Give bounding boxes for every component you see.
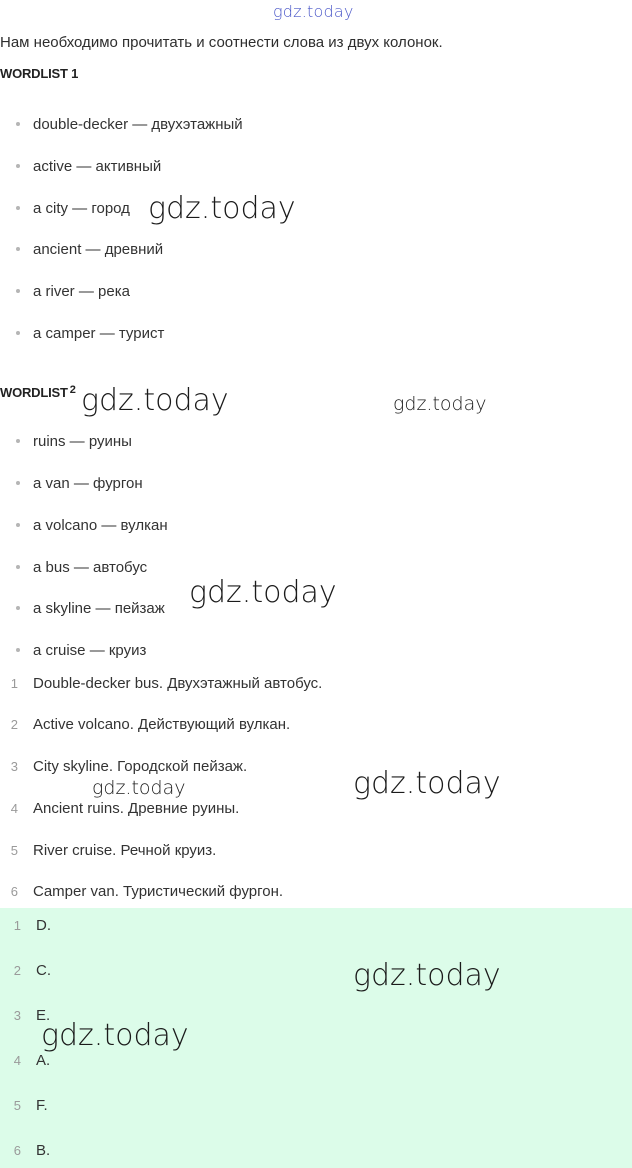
watermark: gdz.today	[92, 777, 186, 799]
list-item: a city — город	[16, 199, 130, 219]
bullet-icon	[16, 565, 20, 569]
list-item: a skyline — пейзаж	[16, 599, 165, 619]
watermark: gdz.today	[189, 575, 337, 610]
list-item: a river — река	[16, 282, 130, 302]
list-item: 2 Active volcano. Действующий вулкан.	[10, 716, 291, 733]
bullet-icon	[16, 206, 20, 210]
wordlist-1-title: WORDLIST 1	[0, 66, 79, 81]
bullet-icon	[16, 481, 20, 485]
watermark: gdz.today	[353, 766, 501, 801]
bullet-icon	[16, 289, 20, 293]
bullet-icon	[16, 331, 20, 335]
bullet-icon	[16, 606, 20, 610]
list-item: a volcano — вулкан	[16, 516, 168, 536]
intro-text: Нам необходимо прочитать и соотнести слова из двух колонок.	[0, 34, 443, 51]
bullet-icon	[16, 122, 20, 126]
list-item: 1 Double-decker bus. Двухэтажный автобус.	[10, 675, 323, 692]
watermark: gdz.today	[353, 958, 501, 993]
list-item: active — активный	[16, 157, 161, 177]
watermark: gdz.today	[393, 393, 487, 415]
list-item: 1 D.	[13, 917, 51, 934]
list-item: a bus — автобус	[16, 558, 147, 578]
watermark: gdz.today	[81, 383, 229, 418]
watermark: gdz.today	[41, 1018, 189, 1053]
list-item: 3 E.	[13, 1007, 51, 1024]
bullet-icon	[16, 523, 20, 527]
list-item: ancient — древний	[16, 240, 163, 260]
list-item: 5 F.	[13, 1097, 48, 1114]
watermark: gdz.today	[148, 191, 296, 226]
list-item: 3 City skyline. Городской пейзаж.	[10, 758, 248, 775]
bullet-icon	[16, 164, 20, 168]
list-item: 6 B.	[13, 1142, 51, 1159]
list-item: 6 Camper van. Туристический фургон.	[10, 883, 284, 900]
list-item: ruins — руины	[16, 432, 132, 452]
bullet-icon	[16, 247, 20, 251]
watermark-top: gdz.today	[273, 2, 354, 21]
list-item: a van — фургон	[16, 474, 143, 494]
bullet-icon	[16, 439, 20, 443]
bullet-icon	[16, 648, 20, 652]
list-item: 5 River cruise. Речной круиз.	[10, 842, 217, 859]
list-item: 4 Ancient ruins. Древние руины.	[10, 800, 240, 817]
list-item: 4 A.	[13, 1052, 51, 1069]
wordlist-2-title: WORDLIST $^2$	[0, 384, 76, 400]
list-item: a camper — турист	[16, 324, 164, 344]
list-item: double-decker — двухэтажный	[16, 115, 243, 135]
list-item: 2 C.	[13, 962, 51, 979]
list-item: a cruise — круиз	[16, 641, 146, 661]
answers-block	[0, 908, 632, 1168]
